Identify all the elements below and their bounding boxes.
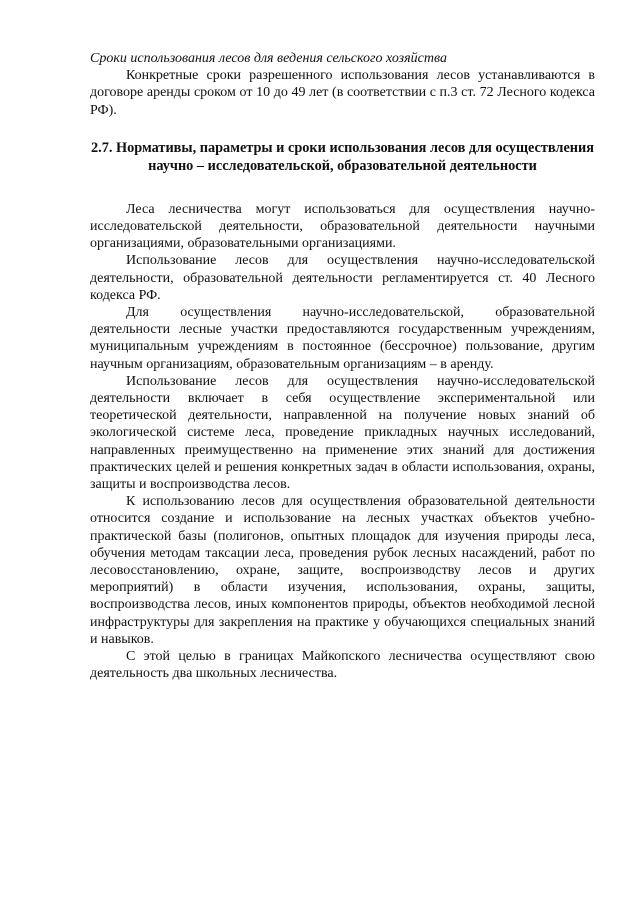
body-paragraph: С этой целью в границах Майкопского лесничества осуществляют свою деятельность два школьных лесничества. — [90, 649, 595, 682]
body-paragraph: Использование лесов для осуществления научно-исследовательской деятельности включает в себя осуществление экспериментальной или теоретической деятельности, направленной на получение новых знаний об экологической системе леса, проведение прикладных научных исследований, направленных преимущественно на применение этих знаний для достижения практических целей и решения конкретных задач в области использования, охраны, защиты и воспроизводства лесов. — [90, 373, 595, 493]
section-spacer — [90, 175, 595, 201]
section-title: 2.7. Нормативы, параметры и сроки использования лесов для осуществления научно – исследовательской, образовательной деятельности — [90, 139, 595, 174]
intro-paragraph: Конкретные сроки разрешенного использования лесов устанавливаются в договоре аренды сроком от 10 до 49 лет (в соответствии с п.3 ст. 72 Лесного кодекса РФ). — [90, 68, 595, 118]
body-paragraph: Леса лесничества могут использоваться для осуществления научно-исследовательской деятельности, образовательной деятельности научными организациями, образовательными организациями. — [90, 201, 595, 252]
italic-subheading: Сроки использования лесов для ведения сельского хозяйства — [90, 51, 447, 66]
document-page — [90, 50, 595, 683]
body-paragraph: К использованию лесов для осуществления образовательной деятельности относится создание и использование на лесных участках объектов учебно-практической базы (полигонов, опытных площадок для изучения природы леса, обучения методам таксации леса, проведения рубок лесных насаждений, работ по лесовосстановлению, охране, защите, воспроизводству лесов и других мероприятий) в области изучения, использования, охраны, защиты, воспроизводства лесов, иных компонентов природы, объектов необходимой лесной инфраструктуры для закрепления на практике у обучающихся специальных знаний и навыков. — [90, 494, 595, 647]
body-paragraph: Для осуществления научно-исследовательской, образовательной деятельности лесные участки предоставляются государственным учреждениям, муниципальным учреждениям в постоянное (бессрочное) пользование, другим научным организациям, образовательным организациям – в аренду. — [90, 305, 595, 372]
body-paragraph: Использование лесов для осуществления научно-исследовательской деятельности, образовательной деятельности регламентируется ст. 40 Лесного кодекса РФ. — [90, 253, 595, 303]
